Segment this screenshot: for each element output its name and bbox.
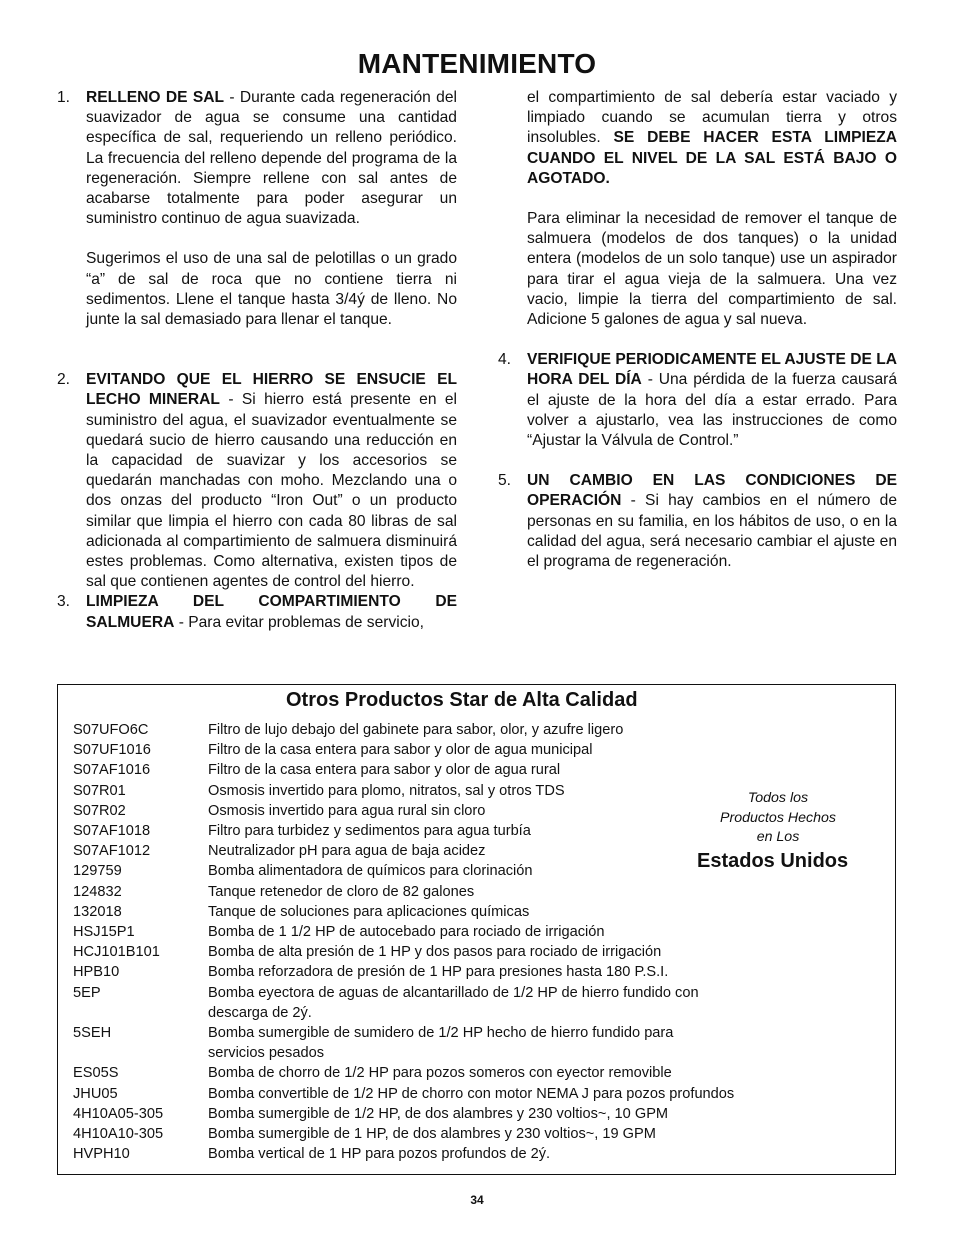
made-in-country: Estados Unidos [697, 850, 849, 872]
list-item [73, 821, 793, 841]
item-text: - Para evitar problemas de servicio, [174, 613, 424, 631]
product-code: ES05S [73, 1065, 119, 1082]
product-description: Neutralizador pH para agua de baja acidez [208, 843, 486, 860]
list-item [73, 801, 793, 821]
made-in-line-3: en Los [756, 829, 800, 845]
product-code: 132018 [73, 903, 122, 920]
list-item [73, 781, 793, 801]
product-description: Osmosis invertido para agua rural sin cloro [208, 802, 486, 819]
product-code: S07AF1016 [73, 762, 151, 779]
product-description: Bomba de 1 1/2 HP de autocebado para rociado de irrigación [208, 924, 605, 941]
item-number: 2. [57, 371, 71, 389]
product-description-line-2: descarga de 2ý. [208, 1004, 312, 1021]
item-text: el compartimiento de sal debería estar vaciado y limpiado cuando se acumulan tierra y otros insolubles. [527, 89, 897, 147]
list-item [73, 902, 793, 922]
products-list [73, 720, 793, 1164]
products-box [57, 684, 896, 1175]
product-code: HPB10 [73, 964, 120, 981]
product-description: Bomba vertical de 1 HP para pozos profundos de 2ý. [208, 1146, 551, 1163]
item-heading: UN CAMBIO EN LAS CONDICIONES DE OPERACIÓN [527, 472, 897, 510]
list-item [73, 1023, 793, 1063]
product-code: 4H10A10-305 [73, 1126, 164, 1143]
made-in-line-1: Todos los [747, 790, 809, 806]
product-code: 5EP [73, 984, 101, 1001]
product-code: HCJ101B101 [73, 944, 160, 961]
item-brine-cleaning [57, 592, 457, 632]
item-heading: EVITANDO QUE EL HIERRO SE ENSUCIE EL LECHO MINERAL [86, 371, 457, 409]
item-paragraph [527, 471, 897, 572]
product-description: Filtro de la casa entera para sabor y olor de agua rural [208, 762, 561, 779]
list-item [73, 720, 793, 740]
product-description: Tanque de soluciones para aplicaciones químicas [208, 903, 530, 920]
list-item [73, 922, 793, 942]
product-description: Osmosis invertido para plomo, nitratos, sal y otros TDS [208, 782, 565, 799]
item-text: - Durante cada regeneración del suavizador de agua se consume una cantidad específica de sal, requeriendo un relleno periódico. La frecuencia del relleno depende del programa de la regeneración. Siempre rellene con sal antes de acabarse totalmente para poder asegurar un suministro continuo de agua suavizada. [86, 89, 457, 228]
product-description-line-1: Bomba eyectora de aguas de alcantarillado de 1/2 HP de hierro fundido con [208, 984, 699, 1001]
product-description: Bomba alimentadora de químicos para clorinación [208, 863, 533, 880]
product-description: Bomba convertible de 1/2 HP de chorro con motor NEMA J para pozos profundos [208, 1085, 735, 1102]
product-code: S07AF1012 [73, 843, 151, 860]
list-item [73, 1063, 793, 1083]
list-item [73, 861, 793, 881]
item-paragraph-2: Sugerimos el uso de una sal de pelotillas o un grado “a” de sal de roca que no contiene tierra ni sedimentos. Llene el tanque hasta 3/4ý de lleno. No junte la sal demasiado para llenar el tanque. [86, 250, 457, 329]
item-emphasis: SE DEBE HACER ESTA LIMPIEZA CUANDO EL NIVEL DE LA SAL ESTÁ BAJO O AGOTADO. [527, 129, 898, 187]
product-code: 5SEH [73, 1025, 112, 1042]
item-number: 3. [57, 593, 71, 611]
product-description: Tanque retenedor de cloro de 82 galones [208, 883, 475, 900]
item-paragraph [527, 350, 897, 451]
product-code: HSJ15P1 [73, 924, 135, 941]
made-in-note [688, 789, 868, 848]
item-number: 1. [57, 89, 71, 106]
item-number: 5. [498, 472, 512, 490]
product-description: Bomba de chorro de 1/2 HP para pozos someros con eyector removible [208, 1065, 672, 1082]
product-description-line-1: Bomba sumergible de sumidero de 1/2 HP hecho de hierro fundido para [208, 1025, 674, 1042]
product-description-line-2: servicios pesados [208, 1045, 324, 1062]
item-number: 4. [498, 351, 512, 369]
list-item [73, 882, 793, 902]
item-text: - Si hay cambios en el número de personas en su familia, en los hábitos de uso, o en la calidad del agua, será necesario cambiar el ajuste en el programa de regeneración. [527, 492, 897, 571]
product-description: Filtro para turbidez y sedimentos para agua turbía [208, 823, 531, 840]
product-description: Filtro de la casa entera para sabor y olor de agua municipal [208, 742, 593, 759]
product-code: HVPH10 [73, 1146, 130, 1163]
item-paragraph-2: Para eliminar la necesidad de remover el tanque de salmuera (modelos de dos tanques) o la unidad entera (modelos de un solo tanque) use un aspirador para tirar el agua vieja de la salmuera. Una vez vacio, limpie la tierra del compartimiento de sal. Adicione 5 galones de agua y sal nueva. [527, 210, 897, 329]
list-item [73, 760, 793, 780]
product-code: S07UFO6C [73, 722, 149, 738]
list-item [73, 1104, 793, 1124]
list-item [73, 1084, 793, 1104]
item-paragraph [86, 88, 457, 229]
product-description [208, 1023, 793, 1063]
list-item [73, 942, 793, 962]
list-item [73, 983, 793, 1023]
product-code: 124832 [73, 883, 122, 900]
item-text: - Una pérdida de la fuerza causará el ajuste de la hora del día a estar errado. Para volver a ajustarlo, vea las instrucciones de como “Ajustar la Válvula de Control.” [527, 371, 897, 450]
item-iron-fouling [57, 370, 457, 592]
item-operating-conditions [498, 471, 897, 572]
list-item [73, 1124, 793, 1144]
product-code: S07R01 [73, 782, 126, 799]
list-item [73, 962, 793, 982]
product-description: Bomba de alta presión de 1 HP y dos pasos para rociado de irrigación [208, 944, 662, 961]
item-clock-check [498, 350, 897, 451]
item-text: - Si hierro está presente en el suministro del agua, el suavizador eventualmente se quedará sucio de hierro causando una reducción en la capacidad de suavizar y los accesorios se quedarán manchadas con moho. Mezclando una o dos onzas del producto “Iron Out” o un producto similar que limpia el hierro con cada 80 libras de sal adicionada al compartimiento de salmuera disminuirá estes problemas. Como alternativa, existen tipos de sal que contienen agentes de control del hierro. [86, 391, 457, 591]
item-heading: RELLENO DE SAL [86, 89, 225, 106]
product-code: S07AF1018 [73, 823, 151, 840]
product-description: Bomba reforzadora de presión de 1 HP para presiones hasta 180 P.S.I. [208, 964, 669, 981]
item-heading: LIMPIEZA DEL COMPARTIMIENTO DE SALMUERA [86, 593, 457, 631]
product-code: S07UF1016 [73, 742, 151, 759]
product-description: Filtro de lujo debajo del gabinete para sabor, olor, y azufre ligero [208, 722, 624, 738]
product-description: Bomba sumergible de 1/2 HP, de dos alambres y 230 voltios~, 10 GPM [208, 1105, 669, 1122]
item-brine-cleaning-continued [498, 88, 897, 189]
page-number: 34 [470, 1193, 484, 1207]
item-paragraph [86, 370, 457, 592]
list-item [73, 1144, 793, 1164]
product-code: JHU05 [73, 1085, 118, 1102]
product-description: Bomba sumergible de 1 HP, de dos alambres y 230 voltios~, 19 GPM [208, 1126, 656, 1143]
right-column [498, 88, 897, 572]
product-description [208, 983, 793, 1023]
left-column [57, 88, 457, 633]
made-in-line-2: Productos Hechos [720, 809, 836, 826]
product-code: 4H10A05-305 [73, 1105, 164, 1122]
products-box-title: Otros Productos Star de Alta Calidad [286, 689, 638, 711]
product-code: S07R02 [73, 802, 126, 819]
product-code: 129759 [73, 863, 122, 880]
item-heading: VERIFIQUE PERIODICAMENTE EL AJUSTE DE LA HORA DEL DÍA [527, 351, 897, 389]
list-item [73, 740, 793, 760]
list-item [73, 841, 793, 861]
page-title: MANTENIMIENTO [357, 48, 597, 79]
item-paragraph [86, 592, 457, 632]
item-salt-refill [57, 88, 457, 330]
